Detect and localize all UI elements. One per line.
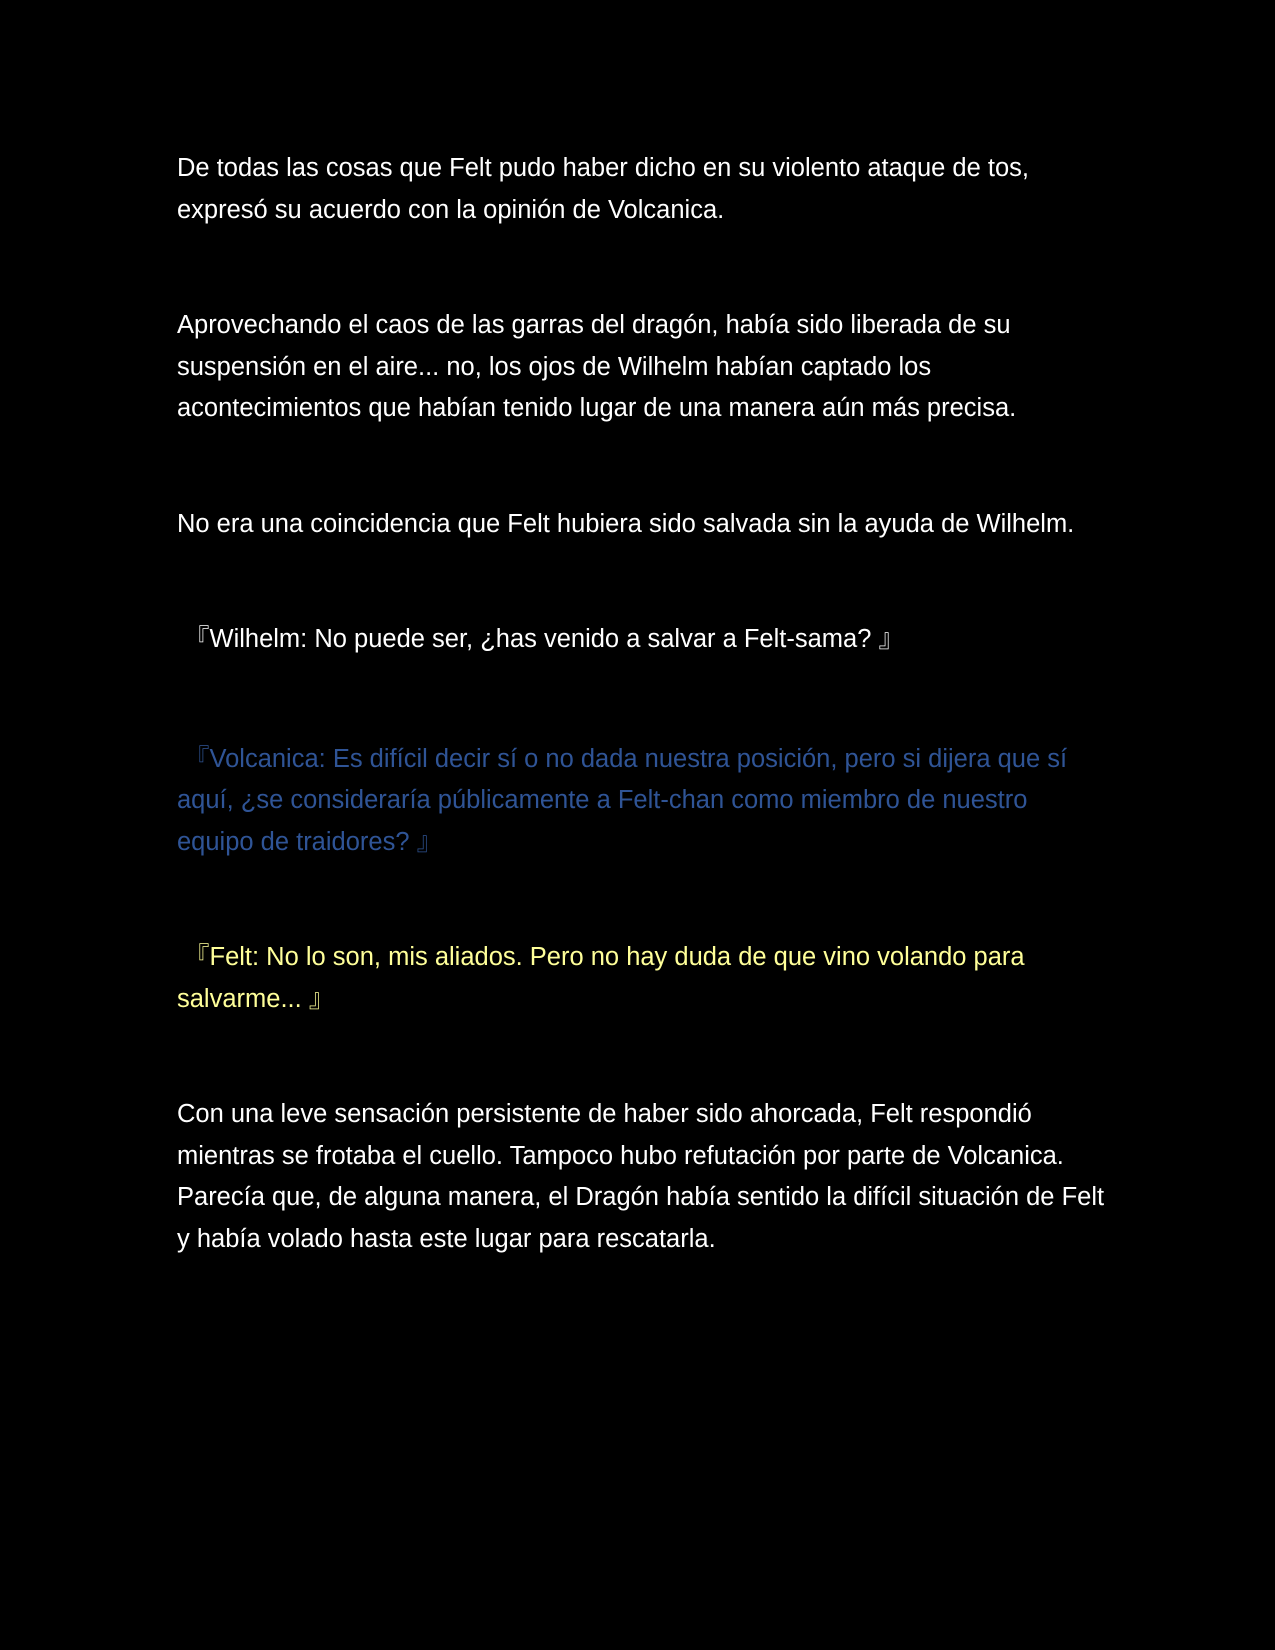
narration-paragraph-3: No era una coincidencia que Felt hubiera sido salvada sin la ayuda de Wilhelm. [177, 509, 1075, 538]
dialogue-wilhelm: 『Wilhelm: No puede ser, ¿has venido a salvar a Felt-sama? 』 [184, 625, 904, 653]
dialogue-felt: 『Felt: No lo son, mis aliados. Pero no hay duda de que vino volando para salvarme... 』 [177, 943, 1025, 1013]
narration-paragraph-4: Con una leve sensación persistente de haber sido ahorcada, Felt respondió mientras se frotaba el cuello. Tampoco hubo refutación por parte de Volcanica. Parecía que, de alguna manera, el Dragón había sentido la difícil situación de Felt y había volado hasta este lugar para rescatarla. [177, 1100, 1105, 1253]
document-page [177, 148, 1107, 1334]
dialogue-volcanica: 『Volcanica: Es difícil decir sí o no dada nuestra posición, pero si dijera que sí aquí, ¿se consideraría públicamente a Felt-chan como miembro de nuestro equipo de traidores? 』 [177, 744, 1068, 856]
narration-paragraph-1: De todas las cosas que Felt pudo haber dicho en su violento ataque de tos, expresó su acuerdo con la opinión de Volcanica. [177, 154, 1029, 224]
narration-paragraph-2: Aprovechando el caos de las garras del dragón, había sido liberada de su suspensión en el aire... no, los ojos de Wilhelm habían captado los acontecimientos que habían tenido lugar de una manera aún más precisa. [177, 311, 1017, 422]
